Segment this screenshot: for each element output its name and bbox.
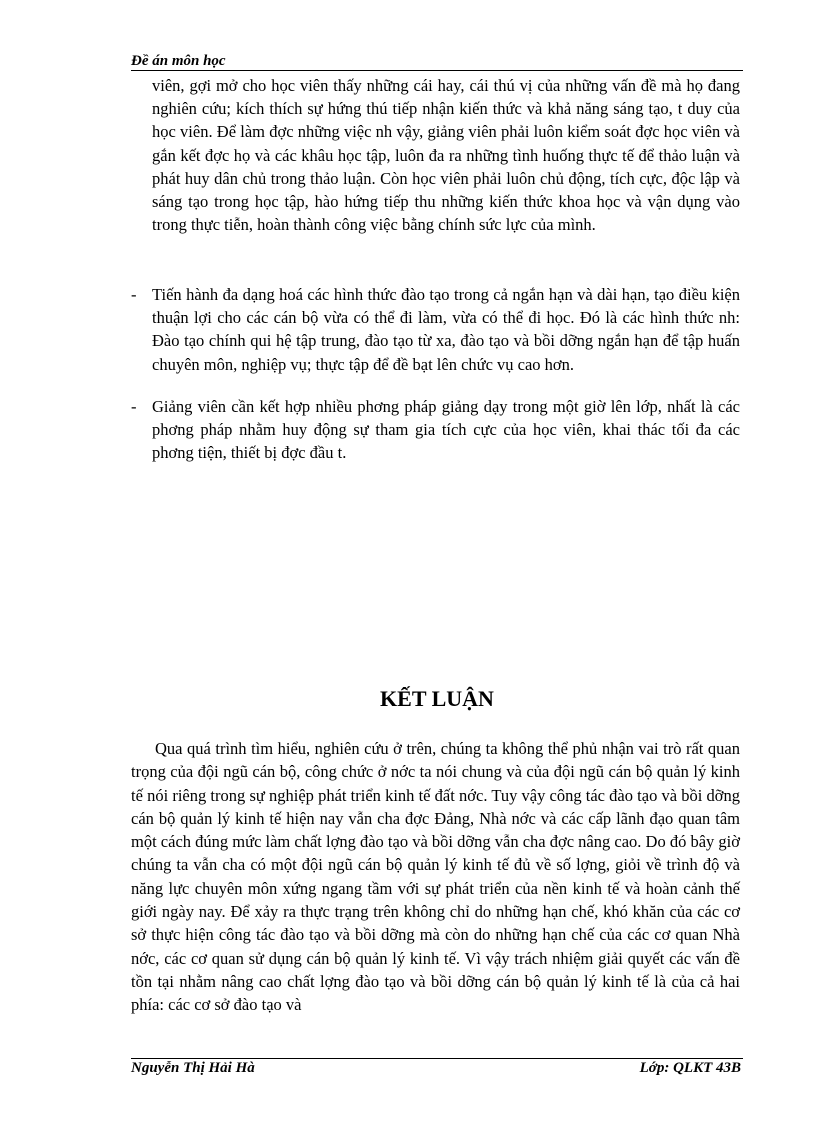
conclusion-paragraph: Qua quá trình tìm hiểu, nghiên cứu ở trên, chúng ta không thể phủ nhận vai trò rất quan trọng của đội ngũ cán bộ, công chức ở nớc ta nói chung và của đội ngũ cán bộ quản lý kinh tế nói riêng trong sự nghiệp phát triển kinh tế đất nớc. Tuy vậy công tác đào tạo và bồi dỡng cán bộ quản lý kinh tế hiện nay vẫn cha đợc Đảng, Nhà nớc và các cấp lãnh đạo quan tâm một cách đúng mức làm chất lợng đào tạo và bồi dỡng vẫn cha đợc nâng cao. Do đó bây giờ chúng ta vẫn cha có một đội ngũ cán bộ quản lý kinh tế đủ về số lợng, giỏi về trình độ và năng lực chuyên môn xứng ngang tầm với sự phát triển của nền kinh tế và hoàn cảnh thế giới ngày nay. Để xảy ra thực trạng trên không chỉ do những hạn chế, khó khăn của các cơ sở thực hiện công tác đào tạo và bồi dỡng mà còn do những hạn chế của các cơ quan Nhà nớc, các cơ quan sử dụng cán bộ quản lý kinh tế. Vì vậy trách nhiệm giải quyết các vấn đề tồn tại nhằm nâng cao chất lợng đào tạo và bồi dỡng cán bộ quản lý kinh tế là của cả hai phía: các cơ sở đào tạo và bbox=[131, 739, 740, 1015]
page-header-title: Đề án môn học bbox=[131, 53, 226, 69]
bullet-text: Tiến hành đa dạng hoá các hình thức đào tạo trong cả ngắn hạn và dài hạn, tạo điều kiện thuận lợi cho các cán bộ vừa có thể đi làm, vừa có thể đi học. Đó là các hình thức nh: Đào tạo chính qui hệ tập trung, đào tạo từ xa, đào tạo và bồi dỡng ngắn hạn để tập huấn chuyên môn, nghiệp vụ; thực tập để đề bạt lên chức vụ cao hơn. bbox=[152, 285, 740, 374]
bullet-text: Giảng viên cần kết hợp nhiều phơng pháp giảng dạy trong một giờ lên lớp, nhất là các phơng pháp nhằm huy động sự tham gia tích cực của học viên, khai thác tối đa các phơng tiện, thiết bị đợc đầu t. bbox=[152, 396, 740, 463]
bullet-item bbox=[131, 283, 740, 376]
header-divider bbox=[131, 70, 743, 71]
bullet-dash: - bbox=[131, 285, 137, 304]
bullet-item bbox=[131, 395, 740, 465]
intro-paragraph: viên, gợi mở cho học viên thấy những cái hay, cái thú vị của những vấn đề mà họ đang nghiên cứu; kích thích sự hứng thú tiếp nhận kiến thức và khả năng sáng tạo, t duy của học viên. Để làm đợc những việc nh vậy, giảng viên phải luôn kiểm soát đợc học viên và gắn kết đợc họ và các khâu học tập, luôn đa ra những tình huống thực tế để thảo luận và phát huy dân chủ trong thảo luận. Còn học viên phải luôn chủ động, tích cực, độc lập và sáng tạo trong học tập, hào hứng tiếp thu những kiến thức khoa học và vận dụng vào trong thực tiễn, hoàn thành công việc bằng chính sức lực của mình. bbox=[152, 76, 740, 235]
footer-author: Nguyễn Thị Hải Hà bbox=[131, 1060, 255, 1076]
section-title: KẾT LUẬN bbox=[380, 686, 494, 711]
footer-class: Lớp: QLKT 43B bbox=[639, 1060, 741, 1076]
bullet-list bbox=[131, 283, 740, 483]
bullet-dash: - bbox=[131, 396, 137, 416]
footer-divider bbox=[131, 1058, 743, 1059]
